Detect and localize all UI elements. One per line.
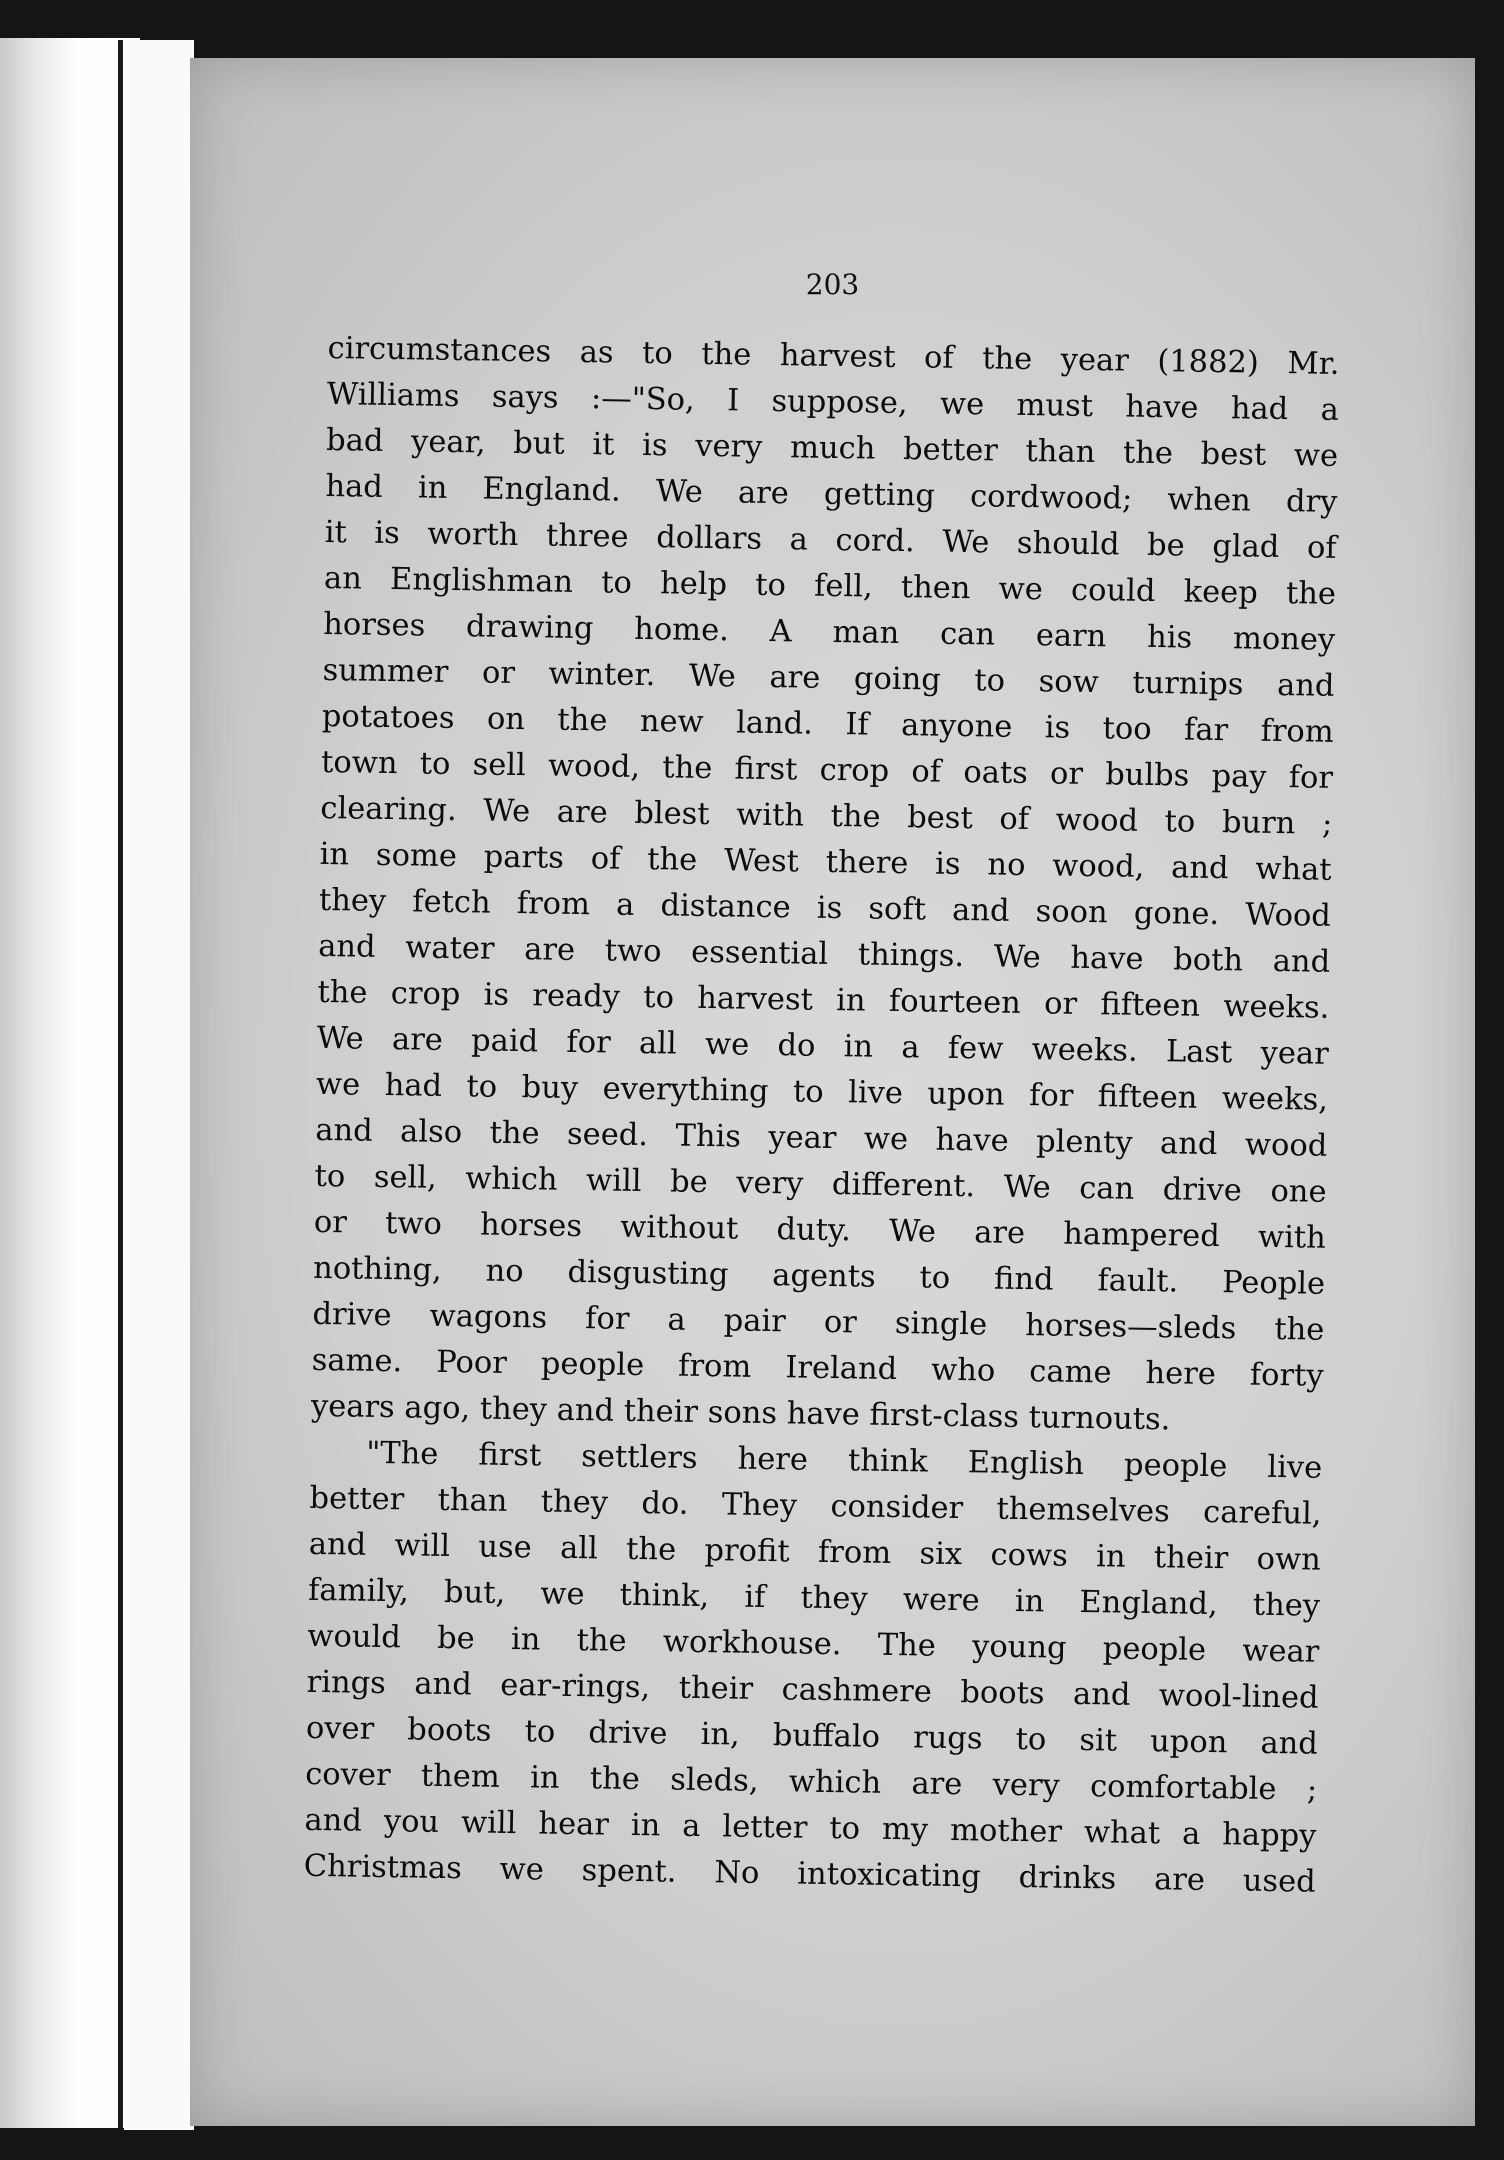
text-line: it is worth three dollars a cord. We should be glad of [324, 514, 1337, 566]
text-line: and you will hear in a letter to my mother what a happy [304, 1802, 1317, 1854]
text-line: family, but, we think, if they were in England, they [307, 1572, 1321, 1624]
binding-rule [118, 40, 123, 2130]
left-margin [124, 40, 194, 2130]
text-line: same. Poor people from Ireland who came here forty [311, 1342, 1324, 1394]
text-line: and water are two essential things. We have both and [317, 928, 1331, 980]
text-line: better than they do. They consider themselves careful, [309, 1480, 1322, 1532]
text-line: Williams says :—"So, I suppose, we must have had a [326, 376, 1340, 428]
text-line: we had to buy everything to live upon for fifteen weeks, [315, 1066, 1329, 1118]
text-line: bad year, but it is very much better than the best we [325, 422, 1339, 474]
text-line: rings and ear-rings, their cashmere boots and wool-lined [306, 1664, 1319, 1716]
text-line: years ago, they and their sons have first-class turnouts. [310, 1388, 1171, 1438]
text-line: drive wagons for a pair or single horses—sleds the [312, 1296, 1325, 1348]
text-line: or two horses without duty. We are hampered with [313, 1204, 1327, 1256]
text-line: in some parts of the West there is no wood, and what [319, 836, 1332, 888]
text-line: they fetch from a distance is soft and soon gone. Wood [318, 882, 1332, 934]
text-line: the crop is ready to harvest in fourteen or fifteen weeks. [317, 974, 1330, 1026]
text-line: to sell, which will be very different. We can drive one [314, 1158, 1327, 1210]
text-line: had in England. We are getting cordwood; when dry [325, 468, 1338, 520]
text-line: "The first settlers here think English people live [366, 1435, 1323, 1486]
text-line: would be in the workhouse. The young people wear [307, 1618, 1320, 1670]
text-line: over boots to drive in, buffalo rugs to sit upon and [305, 1710, 1319, 1762]
text-line: Christmas we spent. No intoxicating drinks are used [303, 1848, 1316, 1900]
text-line: an Englishman to help to fell, then we could keep the [323, 560, 1337, 612]
page-number: 203 [805, 268, 860, 301]
text-line: cover them in the sleds, which are very comfortable ; [304, 1756, 1318, 1808]
text-line: nothing, no disgusting agents to find fault. People [312, 1250, 1326, 1302]
text-line: and also the seed. This year we have plenty and wood [315, 1112, 1328, 1164]
text-line: We are paid for all we do in a few weeks. Last year [316, 1020, 1329, 1072]
text-line: town to sell wood, the first crop of oats or bulbs pay for [320, 744, 1334, 796]
body-text [303, 326, 1339, 1906]
book-page [190, 58, 1475, 2126]
text-line: potatoes on the new land. If anyone is too far from [321, 698, 1335, 750]
text-line: clearing. We are blest with the best of wood to burn ; [320, 790, 1333, 842]
text-line: horses drawing home. A man can earn his money [323, 606, 1336, 658]
text-line: circumstances as to the harvest of the year (1882) Mr. [327, 330, 1340, 382]
text-line: and will use all the profit from six cows in their own [308, 1526, 1322, 1578]
text-line: summer or winter. We are going to sow turnips and [322, 652, 1335, 704]
